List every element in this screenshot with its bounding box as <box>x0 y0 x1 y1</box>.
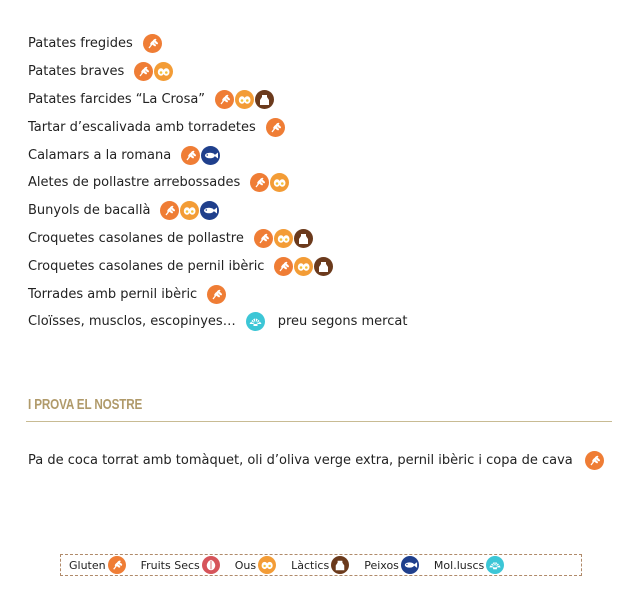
legend-label: Mol.luscs <box>433 558 485 572</box>
dairy-icon <box>331 556 349 574</box>
special-item-icons <box>585 451 605 470</box>
legend-label: Gluten <box>69 558 106 572</box>
legend-entry <box>291 556 350 574</box>
gluten-icon <box>266 118 285 137</box>
eggs-icon <box>294 257 313 276</box>
special-item-name: Pa de coca torrat amb tomàquet, oli d’oliva verge extra, pernil ibèric i copa de cava <box>28 452 573 468</box>
menu-item-name: Patates farcides “La Crosa” <box>28 91 206 107</box>
eggs-icon <box>235 90 254 109</box>
mollusc-icon <box>486 556 504 574</box>
allergen-legend <box>60 554 582 576</box>
allergen-icons <box>143 34 163 53</box>
allergen-icons <box>246 312 266 331</box>
menu-item-price: preu segons mercat <box>277 314 408 330</box>
fish-icon <box>201 146 220 165</box>
gluten-icon <box>160 201 179 220</box>
gluten-icon <box>254 229 273 248</box>
allergen-icons <box>160 201 220 220</box>
allergen-icons <box>254 229 314 248</box>
menu-item <box>28 197 407 225</box>
eggs-icon <box>258 556 276 574</box>
legend-entry <box>235 556 277 574</box>
dairy-icon <box>314 257 333 276</box>
eggs-icon <box>274 229 293 248</box>
legend-entry <box>364 556 420 574</box>
menu-item <box>28 225 407 253</box>
menu-item <box>28 30 407 58</box>
menu-list <box>28 30 407 336</box>
gluten-icon <box>250 173 269 192</box>
section-title: I PROVA EL NOSTRE <box>28 396 143 413</box>
menu-item-name: Croquetes casolanes de pernil ibèric <box>28 258 265 274</box>
menu-item-name: Bunyols de bacallà <box>28 203 151 219</box>
eggs-icon <box>180 201 199 220</box>
legend-entry <box>434 556 505 574</box>
menu-item <box>28 141 407 169</box>
legend-entry <box>69 556 127 574</box>
special-item <box>28 450 605 470</box>
menu-item <box>28 58 407 86</box>
eggs-icon <box>154 62 173 81</box>
allergen-icons <box>207 285 227 304</box>
gluten-icon <box>585 451 604 470</box>
nuts-icon <box>202 556 220 574</box>
gluten-icon <box>207 285 226 304</box>
legend-label: Peixos <box>364 558 399 572</box>
legend-label: Fruits Secs <box>140 558 200 572</box>
section-divider <box>26 421 612 422</box>
menu-item-name: Croquetes casolanes de pollastre <box>28 230 244 246</box>
allergen-icons <box>134 62 174 81</box>
menu-item <box>28 113 407 141</box>
eggs-icon <box>270 173 289 192</box>
fish-icon <box>401 556 419 574</box>
gluten-icon <box>143 34 162 53</box>
menu-item-name: Patates braves <box>28 64 125 80</box>
gluten-icon <box>134 62 153 81</box>
menu-item <box>28 280 407 308</box>
allergen-icons <box>250 173 290 192</box>
gluten-icon <box>274 257 293 276</box>
mollusc-icon <box>246 312 265 331</box>
allergen-icons <box>181 146 221 165</box>
menu-item <box>28 169 407 197</box>
menu-item-name: Torrades amb pernil ibèric <box>28 286 198 302</box>
allergen-icons <box>274 257 334 276</box>
menu-item-name: Cloïsses, musclos, escopinyes… <box>28 314 236 330</box>
menu-item <box>28 308 407 336</box>
allergen-icons <box>215 90 275 109</box>
menu-item-name: Calamars a la romana <box>28 147 172 163</box>
menu-item-name: Patates fregides <box>28 36 133 52</box>
dairy-icon <box>294 229 313 248</box>
legend-entry <box>141 556 221 574</box>
legend-label: Làctics <box>291 558 330 572</box>
menu-item-name: Aletes de pollastre arrebossades <box>28 175 241 191</box>
legend-label: Ous <box>234 558 257 572</box>
dairy-icon <box>255 90 274 109</box>
allergen-icons <box>266 118 286 137</box>
gluten-icon <box>108 556 126 574</box>
fish-icon <box>200 201 219 220</box>
menu-item <box>28 252 407 280</box>
gluten-icon <box>181 146 200 165</box>
menu-item <box>28 86 407 114</box>
menu-item-name: Tartar d’escalivada amb torradetes <box>28 119 256 135</box>
gluten-icon <box>215 90 234 109</box>
